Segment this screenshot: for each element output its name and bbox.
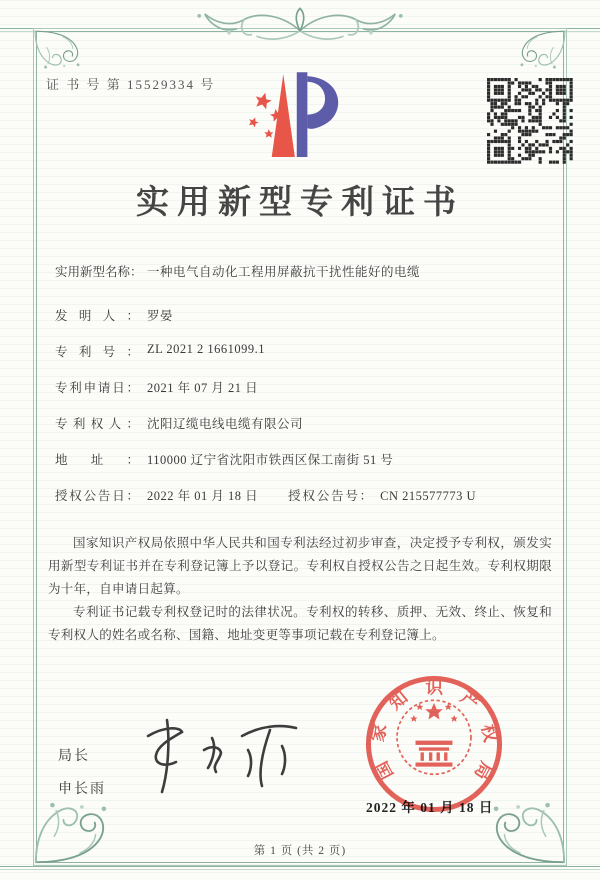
field-patent-number: [55, 342, 555, 360]
field-inventor: [55, 306, 555, 324]
field-label: 实用新型名称：: [55, 265, 143, 279]
svg-text:国家知识产权局: [366, 678, 502, 784]
field-patent-name: [55, 262, 555, 280]
field-label: 发明人：: [55, 309, 139, 323]
field-value: 罗晏: [147, 309, 174, 323]
seal-text: 国家知识产权局: [367, 677, 501, 784]
bottom-border-line-inner: [0, 869, 600, 870]
field-application-date: [55, 378, 555, 396]
field-value: 2022 年 01 月 18 日: [147, 489, 259, 503]
field-label: 专利号：: [55, 345, 139, 359]
field-value: 110000 辽宁省沈阳市铁西区保工南街 51 号: [147, 453, 394, 467]
field-patentee: [55, 414, 555, 432]
page-footer: 第 1 页 (共 2 页): [253, 845, 347, 857]
certificate-fields: [55, 262, 555, 504]
director-block: [58, 745, 106, 811]
legal-text: [48, 532, 552, 647]
bottom-border-line: [0, 866, 600, 867]
legal-paragraph-2: 专利证书记载专利权登记时的法律状况。专利权的转移、质押、无效、终止、恢复和专利权人的姓名或名称、国籍、地址变更等事项记载在专利登记簿上。: [48, 605, 552, 642]
field-label: 地址：: [55, 453, 139, 467]
field-address: [55, 450, 555, 468]
official-seal: [350, 660, 518, 828]
field-value: 沈阳辽缆电线电缆有限公司: [147, 417, 304, 431]
field-value: 2021 年 07 月 21 日: [147, 381, 259, 395]
national-emblem: [397, 700, 471, 774]
field-label: 专利权人：: [55, 417, 139, 431]
field-label-grant-number: 授权公告号：: [288, 489, 373, 503]
field-value-grant-number: CN 215577773 U: [380, 489, 477, 503]
cnipa-logo: [238, 72, 344, 164]
field-grant-dates: [55, 486, 555, 504]
field-label: 专利申请日：: [55, 381, 139, 395]
field-value: ZL 2021 2 1661099.1: [147, 342, 266, 356]
seal-date: 2022 年 01 月 18 日: [366, 800, 494, 815]
director-name: 申长雨: [58, 782, 106, 797]
qr-code: [487, 78, 573, 164]
certificate-number: 证 书 号 第 15529334 号: [46, 77, 216, 92]
field-label: 授权公告日：: [55, 489, 139, 503]
legal-paragraph-1: 国家知识产权局依照中华人民共和国专利法经过初步审查，决定授予专利权，颁发实用新型专利证书并在专利登记簿上予以登记。专利权自授权公告之日起生效。专利权期限为十年，自申请日起算。: [48, 536, 552, 596]
field-value: 一种电气自动化工程用屏蔽抗干扰性能好的电缆: [147, 265, 421, 279]
director-title: 局长: [58, 749, 90, 764]
certificate-title: 实用新型专利证书: [136, 185, 464, 221]
director-signature: [120, 712, 330, 812]
